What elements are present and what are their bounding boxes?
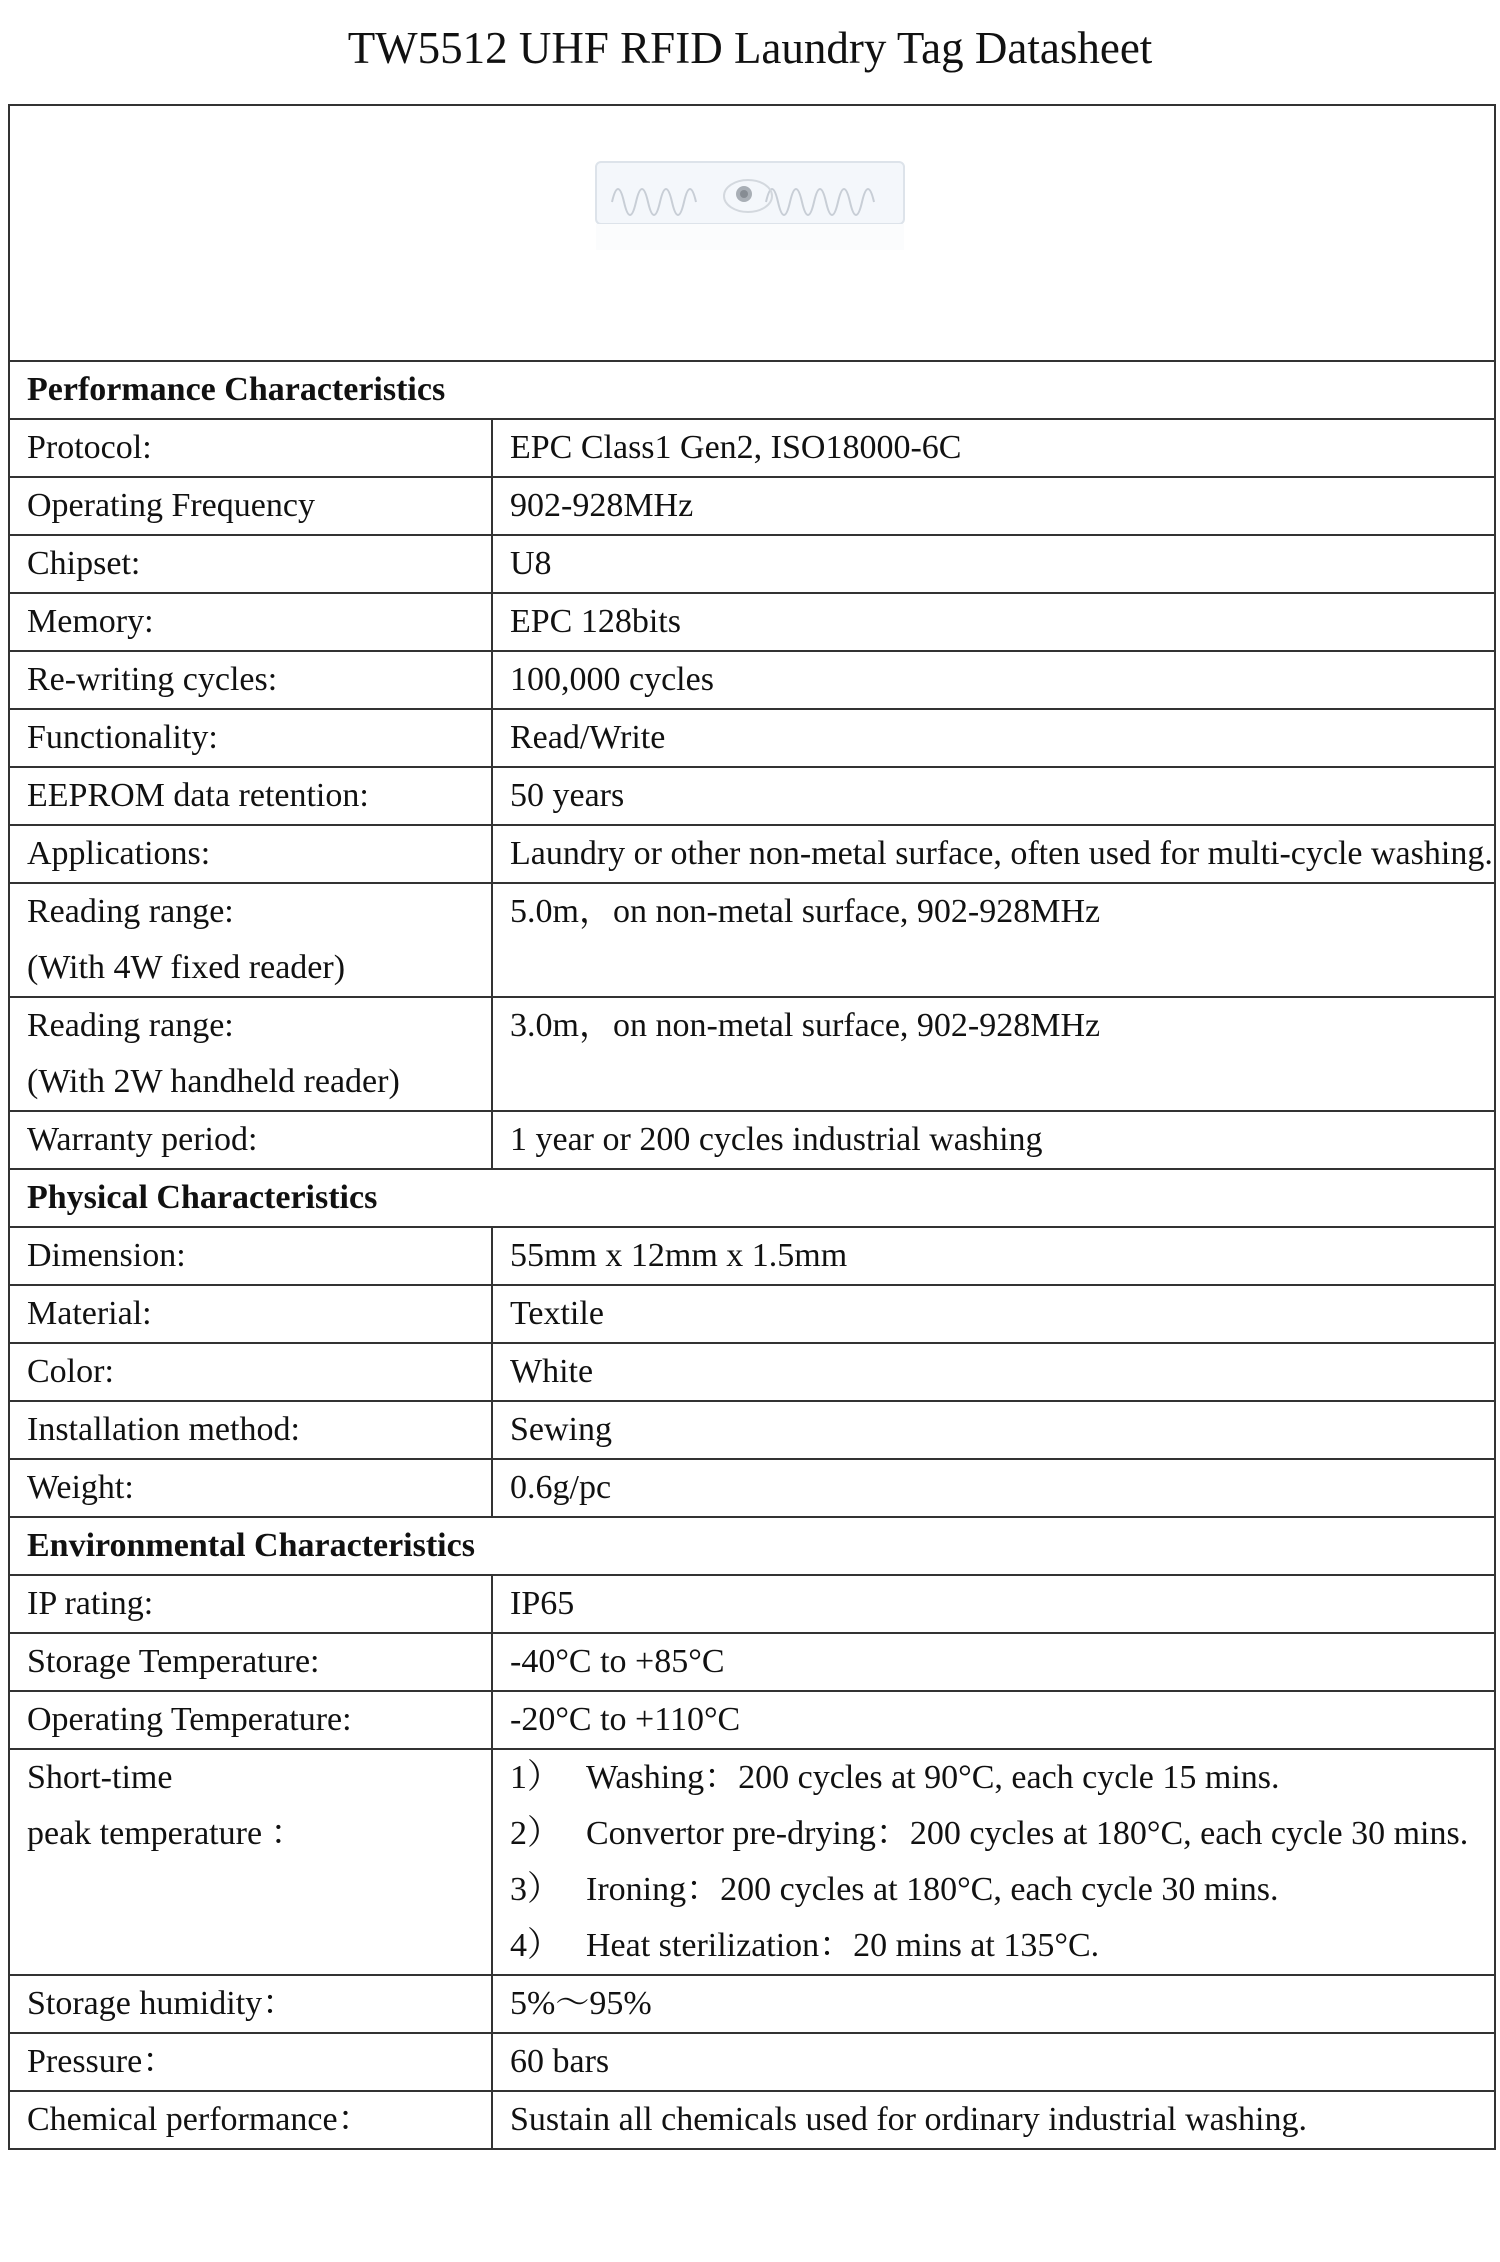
- spec-value: Laundry or other non-metal surface, often used for multi-cycle washing.: [492, 825, 1495, 883]
- spec-value: Textile: [492, 1285, 1495, 1343]
- spec-label: Chipset:: [9, 535, 492, 593]
- section-environmental: Environmental Characteristics: [9, 1517, 1495, 1575]
- spec-value: 100,000 cycles: [492, 651, 1495, 709]
- product-image-row: [9, 105, 1495, 361]
- spec-label: [9, 997, 492, 1111]
- list-item-number: 4）: [510, 1927, 561, 1964]
- spec-row: [9, 1343, 1495, 1401]
- spec-row: [9, 709, 1495, 767]
- spec-row: [9, 1975, 1495, 2033]
- spec-row: [9, 1401, 1495, 1459]
- section-performance: Performance Characteristics: [9, 361, 1495, 419]
- spec-label: Weight:: [9, 1459, 492, 1517]
- product-image-cell: [9, 105, 1495, 361]
- spec-value: 5%～95%: [492, 1975, 1495, 2033]
- list-item: [510, 1918, 1494, 1974]
- spec-row: [9, 997, 1495, 1111]
- spec-row: [9, 1691, 1495, 1749]
- spec-value: 902-928MHz: [492, 477, 1495, 535]
- spec-value: IP65: [492, 1575, 1495, 1633]
- spec-value: 3.0m，on non-metal surface, 902-928MHz: [492, 997, 1495, 1111]
- spec-row: [9, 651, 1495, 709]
- spec-label: EEPROM data retention:: [9, 767, 492, 825]
- spec-label: [9, 883, 492, 997]
- spec-label: Applications:: [9, 825, 492, 883]
- spec-row: [9, 419, 1495, 477]
- spec-value: 60 bars: [492, 2033, 1495, 2091]
- spec-row: [9, 1227, 1495, 1285]
- datasheet-table: [8, 104, 1496, 2150]
- list-item-number: 1）: [510, 1759, 561, 1796]
- spec-row: [9, 1749, 1495, 1975]
- spec-row: [9, 1575, 1495, 1633]
- spec-row: [9, 477, 1495, 535]
- spec-value: 5.0m，on non-metal surface, 902-928MHz: [492, 883, 1495, 997]
- spec-row: [9, 2091, 1495, 2149]
- list-item-number: 2）: [510, 1815, 561, 1852]
- spec-label-line: (With 4W fixed reader): [27, 949, 346, 986]
- spec-row: [9, 2033, 1495, 2091]
- spec-label: Chemical performance：: [9, 2091, 492, 2149]
- list-item-text: Heat sterilization：20 mins at 135°C.: [586, 1927, 1100, 1964]
- spec-label: Protocol:: [9, 419, 492, 477]
- spec-label: Operating Temperature:: [9, 1691, 492, 1749]
- spec-value: 1 year or 200 cycles industrial washing: [492, 1111, 1495, 1169]
- spec-value: Sustain all chemicals used for ordinary industrial washing.: [492, 2091, 1495, 2149]
- section-physical: Physical Characteristics: [9, 1169, 1495, 1227]
- list-item: [510, 1750, 1494, 1806]
- spec-row: [9, 1459, 1495, 1517]
- spec-row: [9, 1111, 1495, 1169]
- spec-label-line: peak temperature ：: [27, 1815, 305, 1852]
- spec-label: Installation method:: [9, 1401, 492, 1459]
- spec-label: Operating Frequency: [9, 477, 492, 535]
- spec-label: Storage Temperature:: [9, 1633, 492, 1691]
- list-item-text: Washing：200 cycles at 90°C, each cycle 15 mins.: [586, 1759, 1280, 1796]
- spec-value: White: [492, 1343, 1495, 1401]
- spec-label: Storage humidity：: [9, 1975, 492, 2033]
- list-item: [510, 1806, 1494, 1862]
- spec-label: Re-writing cycles:: [9, 651, 492, 709]
- spec-label: Dimension:: [9, 1227, 492, 1285]
- rfid-tag-image: [590, 152, 910, 268]
- spec-value: 0.6g/pc: [492, 1459, 1495, 1517]
- list-item: [510, 1862, 1494, 1918]
- spec-label: [9, 1749, 492, 1975]
- spec-value: 55mm x 12mm x 1.5mm: [492, 1227, 1495, 1285]
- list-item-text: Ironing：200 cycles at 180°C, each cycle 30 mins.: [586, 1871, 1279, 1908]
- spec-row: [9, 767, 1495, 825]
- spec-label: Color:: [9, 1343, 492, 1401]
- spec-value: EPC 128bits: [492, 593, 1495, 651]
- spec-label: IP rating:: [9, 1575, 492, 1633]
- spec-label: Material:: [9, 1285, 492, 1343]
- spec-row: [9, 1633, 1495, 1691]
- spec-value: Read/Write: [492, 709, 1495, 767]
- spec-label-line: Reading range:: [27, 893, 234, 930]
- spec-row: [9, 593, 1495, 651]
- spec-label-line: Short-time: [27, 1759, 173, 1796]
- spec-row: [9, 883, 1495, 997]
- spec-row: [9, 825, 1495, 883]
- spec-label: Pressure：: [9, 2033, 492, 2091]
- page-title: TW5512 UHF RFID Laundry Tag Datasheet: [347, 23, 1153, 73]
- list-item-number: 3）: [510, 1871, 561, 1908]
- spec-value: -20°C to +110°C: [492, 1691, 1495, 1749]
- spec-value: EPC Class1 Gen2, ISO18000-6C: [492, 419, 1495, 477]
- spec-label-line: Reading range:: [27, 1007, 234, 1044]
- spec-label-line: (With 2W handheld reader): [27, 1063, 400, 1100]
- spec-label: Memory:: [9, 593, 492, 651]
- spec-label: Functionality:: [9, 709, 492, 767]
- spec-label: Warranty period:: [9, 1111, 492, 1169]
- list-item-text: Convertor pre-drying：200 cycles at 180°C, each cycle 30 mins.: [586, 1815, 1469, 1852]
- spec-row: [9, 1285, 1495, 1343]
- spec-row: [9, 535, 1495, 593]
- spec-value: Sewing: [492, 1401, 1495, 1459]
- peak-temperature-list: [492, 1749, 1495, 1975]
- spec-value: -40°C to +85°C: [492, 1633, 1495, 1691]
- spec-value: U8: [492, 535, 1495, 593]
- spec-value: 50 years: [492, 767, 1495, 825]
